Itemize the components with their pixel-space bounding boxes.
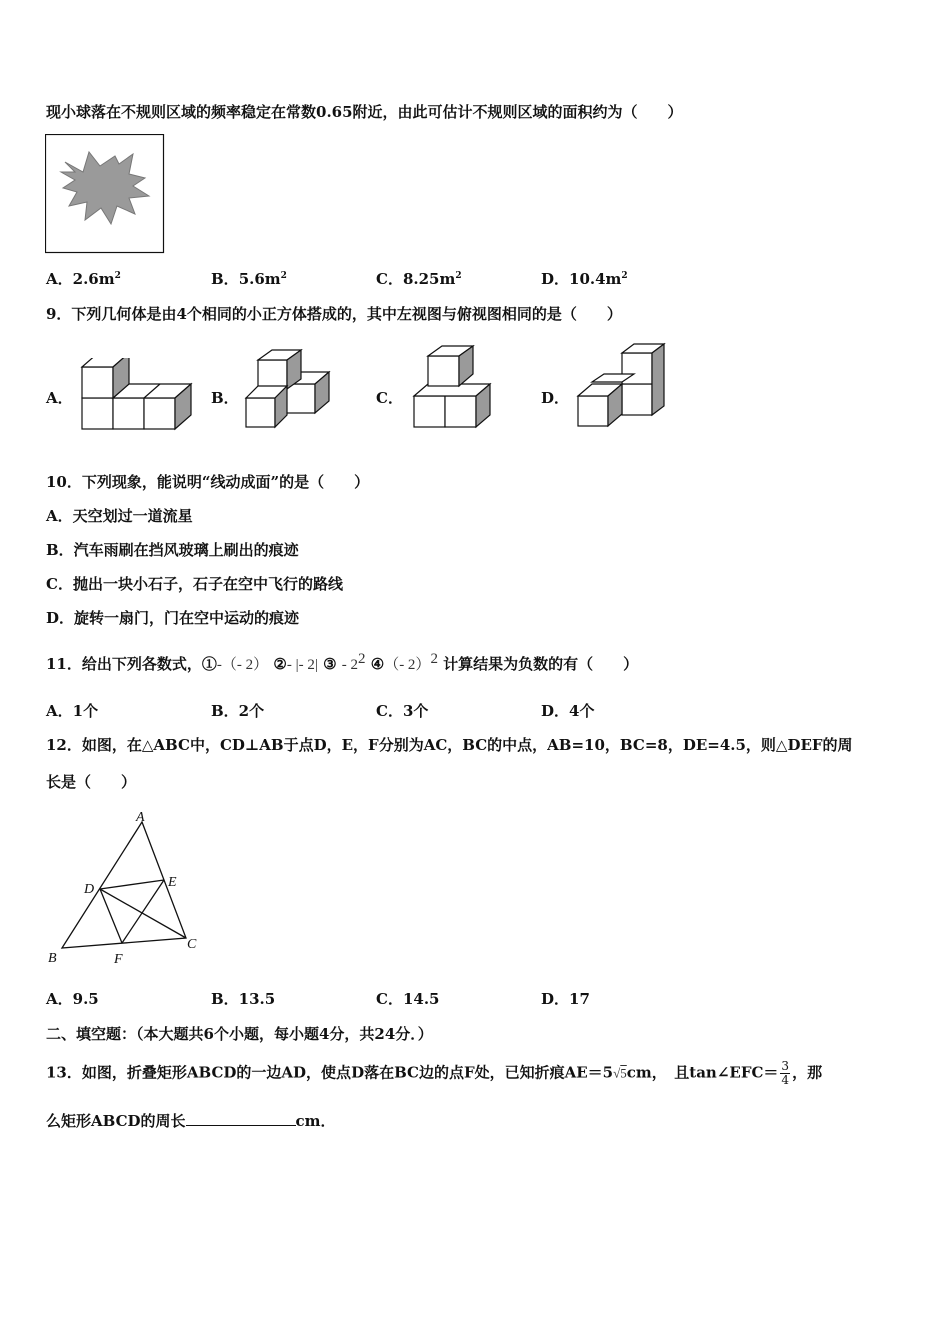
q9-stem: 9．下列几何体是由4个相同的小正方体搭成的，其中左视图与俯视图相同的是（ ） <box>46 305 622 323</box>
q8-option-b: B．$5.6m^2$ <box>211 270 287 288</box>
q10-option-a: A．天空划过一道流星 <box>46 507 193 525</box>
segment-ef <box>122 880 164 943</box>
q8-figure <box>45 134 165 254</box>
q9-cubes-a <box>78 358 200 432</box>
segment-cd <box>100 889 186 938</box>
q10-option-b: B．汽车雨刷在挡风玻璃上刷出的痕迹 <box>46 541 299 559</box>
segment-de <box>100 880 164 889</box>
q10-stem: 10．下列现象，能说明“线动成面”的是（ ） <box>46 473 370 491</box>
q12-option-d: D．17 <box>541 990 590 1008</box>
q12-triangle-figure <box>44 810 204 970</box>
label-c: C <box>187 937 197 952</box>
label-e: E <box>168 875 177 890</box>
answer-blank <box>186 1111 296 1126</box>
q9-cubes-c <box>410 344 495 432</box>
label-b: B <box>48 951 57 966</box>
label-d: D <box>84 882 95 897</box>
q11-option-c: C．3个 <box>376 702 429 720</box>
q9-label-b: B． <box>211 389 239 407</box>
segment-df <box>100 889 122 943</box>
q8-option-a: A．$2.6m^2$ <box>46 270 121 288</box>
q8-stem: 现小球落在不规则区域的频率稳定在常数0.65附近，由此可估计不规则区域的面积约为（ ） <box>46 103 683 121</box>
label-f: F <box>114 952 123 967</box>
q11-option-d: D．4个 <box>541 702 595 720</box>
q12-stem-line2: 长是（ ） <box>46 773 137 791</box>
section-title: 二、填空题：（本大题共6个小题，每小题4分，共24分．） <box>46 1025 433 1043</box>
q9-cubes-b <box>242 348 337 432</box>
q11-stem: 11．给出下列各数式，①-（- 2） ②- |- 2| ③ - $2^2$ ④（- 2）$^2$ 计算结果为负数的有（ ） <box>46 651 639 673</box>
q8-option-c: C．$8.25m^2$ <box>376 270 462 288</box>
q12-option-a: A．9.5 <box>46 990 99 1008</box>
q13-fraction: $\frac{3}{4}$ <box>781 1059 790 1087</box>
q12-stem-line1: 12．如图，在△ABC中，CD⊥AB于点D，E，F分别为AC，BC的中点，AB=10，BC=8，DE=4.5，则△DEF的周 <box>46 736 853 754</box>
q9-cubes-d <box>574 342 674 432</box>
q9-label-c: C． <box>376 389 403 407</box>
q12-option-c: C．14.5 <box>376 990 440 1008</box>
label-a: A <box>136 810 145 825</box>
q13-line1: 13．如图，折叠矩形ABCD的一边AD，使点D落在BC边的点F处，已知折痕AE＝5√5cm， 且tan∠EFC＝ $\frac{3}{4}$ ，那 <box>46 1059 823 1087</box>
q9-label-d: D． <box>541 389 570 407</box>
q10-option-d: D．旋转一扇门，门在空中运动的痕迹 <box>46 609 300 627</box>
q10-option-c: C．抛出一块小石子，石子在空中飞行的路线 <box>46 575 343 593</box>
q11-option-a: A．1个 <box>46 702 99 720</box>
q13-line2: 么矩形ABCD的周长 cm． <box>46 1112 336 1130</box>
q11-option-b: B．2个 <box>211 702 265 720</box>
q9-label-a: A． <box>46 389 73 407</box>
q12-option-b: B．13.5 <box>211 990 276 1008</box>
q8-option-d: D．$10.4m^2$ <box>541 270 628 288</box>
